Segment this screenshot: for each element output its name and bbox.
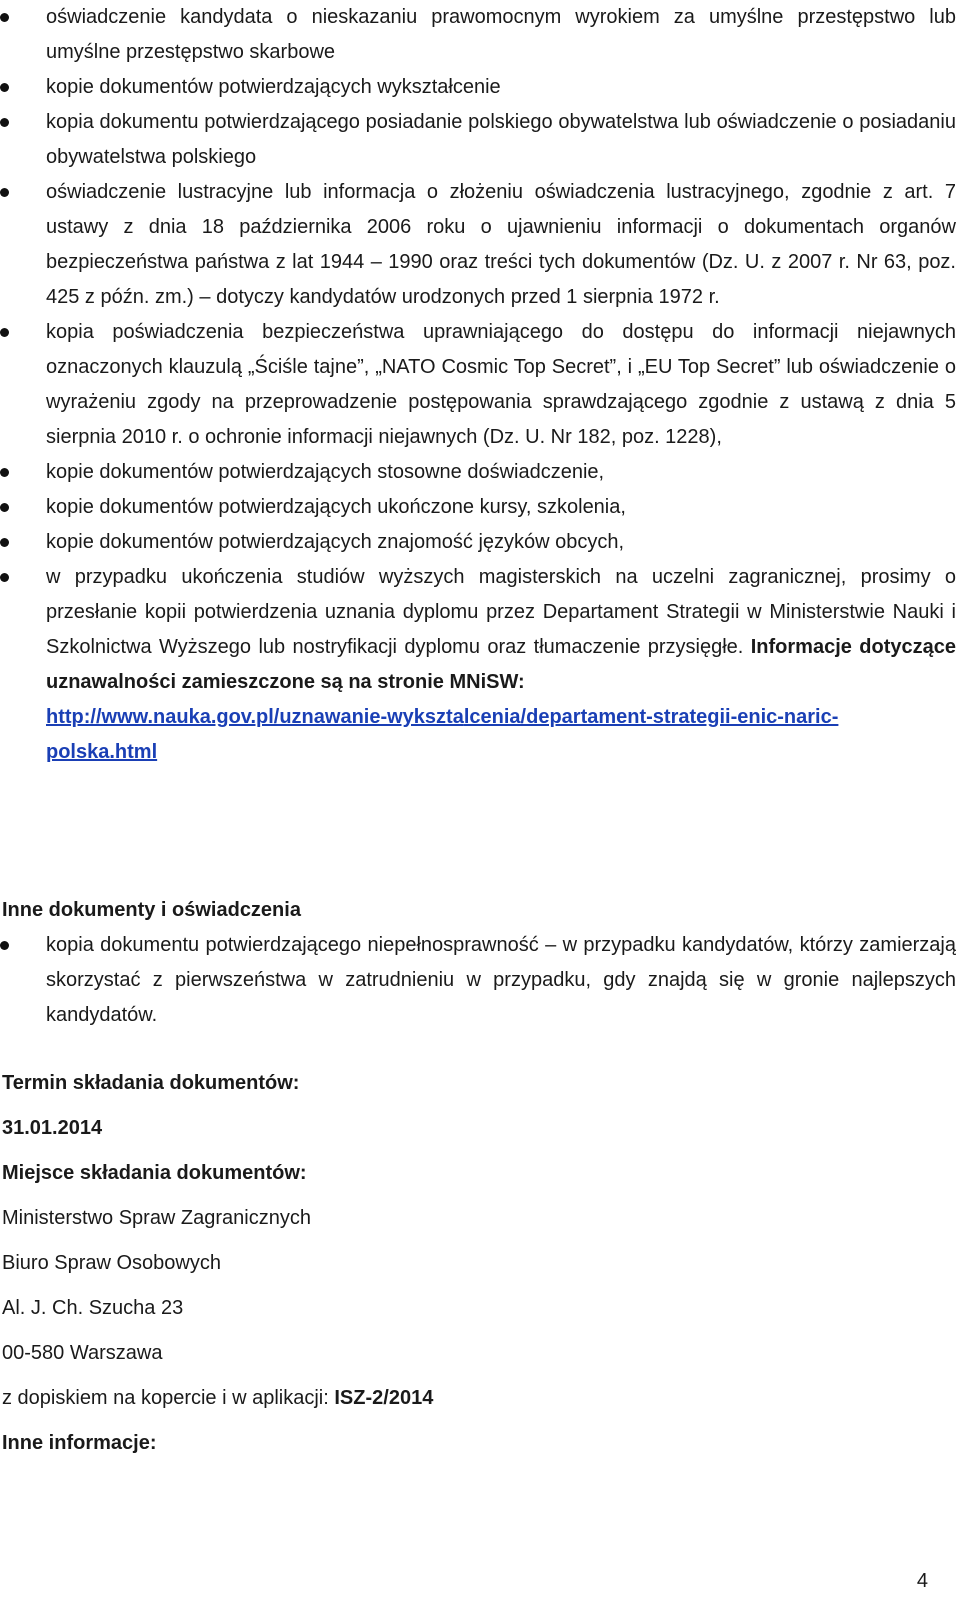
bullet-icon bbox=[0, 188, 9, 197]
bullet-icon bbox=[0, 573, 9, 582]
bullet-icon bbox=[0, 468, 9, 477]
address-line-3: Al. J. Ch. Szucha 23 bbox=[2, 1297, 184, 1319]
list-item-text: kopia poświadczenia bezpieczeństwa uprawniającego do dostępu do informacji niejawnych oznaczonych klauzulą „Ściśle tajne”, „NATO Cosmic Top Secret”, i „EU Top Secret” lub oświadczenie o wyrażeniu zgody na przeprowadzenie postępowania sprawdzającego zgodnie z ustawą z dnia 5 sierpnia 2010 r. o ochronie informacji niejawnych (Dz. U. Nr 182, poz. 1228), bbox=[46, 321, 956, 448]
list-item-text: kopia dokumentu potwierdzającego posiadanie polskiego obywatelstwa lub oświadczenie o posiadaniu obywatelstwa polskiego bbox=[46, 111, 956, 168]
address-line-1: Ministerstwo Spraw Zagranicznych bbox=[2, 1207, 311, 1229]
address-line-4: 00-580 Warszawa bbox=[2, 1342, 163, 1364]
other-documents-list bbox=[0, 928, 956, 1033]
list-item-text: w przypadku ukończenia studiów wyższych magisterskich na uczelni zagranicznej, prosimy o przesłanie kopii potwierdzenia uznania dyplomu przez Departament Strategii w Ministerstwie Nauki i Szkolnictwa Wyższego lub nostryfikacji dyplomu oraz tłumaczenie przysięgłe. bbox=[46, 566, 956, 658]
list-item bbox=[0, 315, 956, 455]
bullet-icon bbox=[0, 13, 9, 22]
list-item-bold-note: Informacje dotyczące uznawalności zamieszczone są na stronie MNiSW: bbox=[46, 636, 956, 693]
list-item bbox=[0, 0, 956, 70]
other-info-heading: Inne informacje: bbox=[2, 1432, 157, 1454]
envelope-note bbox=[2, 1383, 433, 1413]
mnisw-link[interactable]: http://www.nauka.gov.pl/uznawanie-wyksztalcenia/departament-strategii-enic-naric- polska.html bbox=[46, 706, 839, 763]
envelope-note-prefix: z dopiskiem na kopercie i w aplikacji: bbox=[2, 1387, 335, 1409]
deadline-date: 31.01.2014 bbox=[2, 1117, 103, 1139]
bullet-icon bbox=[0, 538, 9, 547]
list-item-text: oświadczenie lustracyjne lub informacja o złożeniu oświadczenia lustracyjnego, zgodnie z art. 7 ustawy z dnia 18 października 2006 roku o ujawnieniu informacji o dokumentach organów bezpieczeństwa państwa z lat 1944 – 1990 oraz treści tych dokumentów (Dz. U. z 2007 r. Nr 63, poz. 425 z późn. zm.) – dotyczy kandydatów urodzonych przed 1 sierpnia 1972 r. bbox=[46, 181, 956, 308]
list-item bbox=[0, 105, 956, 175]
list-item bbox=[0, 70, 956, 105]
list-item bbox=[0, 525, 956, 560]
list-item-text: kopia dokumentu potwierdzającego niepełnosprawność – w przypadku kandydatów, którzy zamierzają skorzystać z pierwszeństwa w zatrudnieniu w przypadku, gdy znajdą się w gronie najlepszych kandydatów. bbox=[46, 934, 956, 1026]
list-item bbox=[0, 175, 956, 315]
bullet-icon bbox=[0, 83, 9, 92]
list-item bbox=[0, 928, 956, 1033]
bullet-icon bbox=[0, 328, 9, 337]
address-line-2: Biuro Spraw Osobowych bbox=[2, 1252, 221, 1274]
page-number: 4 bbox=[916, 1570, 928, 1592]
required-documents-list bbox=[0, 0, 956, 770]
bullet-icon bbox=[0, 118, 9, 127]
list-item-text: oświadczenie kandydata o nieskazaniu prawomocnym wyrokiem za umyślne przestępstwo lub umyślne przestępstwo skarbowe bbox=[46, 6, 956, 63]
deadline-heading: Termin składania dokumentów: bbox=[2, 1072, 300, 1094]
other-documents-heading: Inne dokumenty i oświadczenia bbox=[2, 899, 301, 921]
list-item bbox=[0, 490, 956, 525]
bullet-icon bbox=[0, 941, 9, 950]
list-item-text: kopie dokumentów potwierdzających stosowne doświadczenie, bbox=[46, 461, 605, 483]
bullet-icon bbox=[0, 503, 9, 512]
list-item bbox=[0, 560, 956, 770]
list-item-text: kopie dokumentów potwierdzających znajomość języków obcych, bbox=[46, 531, 625, 553]
list-item-text: kopie dokumentów potwierdzających ukończone kursy, szkolenia, bbox=[46, 496, 626, 518]
list-item-text: kopie dokumentów potwierdzających wykształcenie bbox=[46, 76, 501, 98]
list-item bbox=[0, 455, 956, 490]
place-heading: Miejsce składania dokumentów: bbox=[2, 1162, 307, 1184]
reference-code: ISZ-2/2014 bbox=[334, 1387, 434, 1409]
